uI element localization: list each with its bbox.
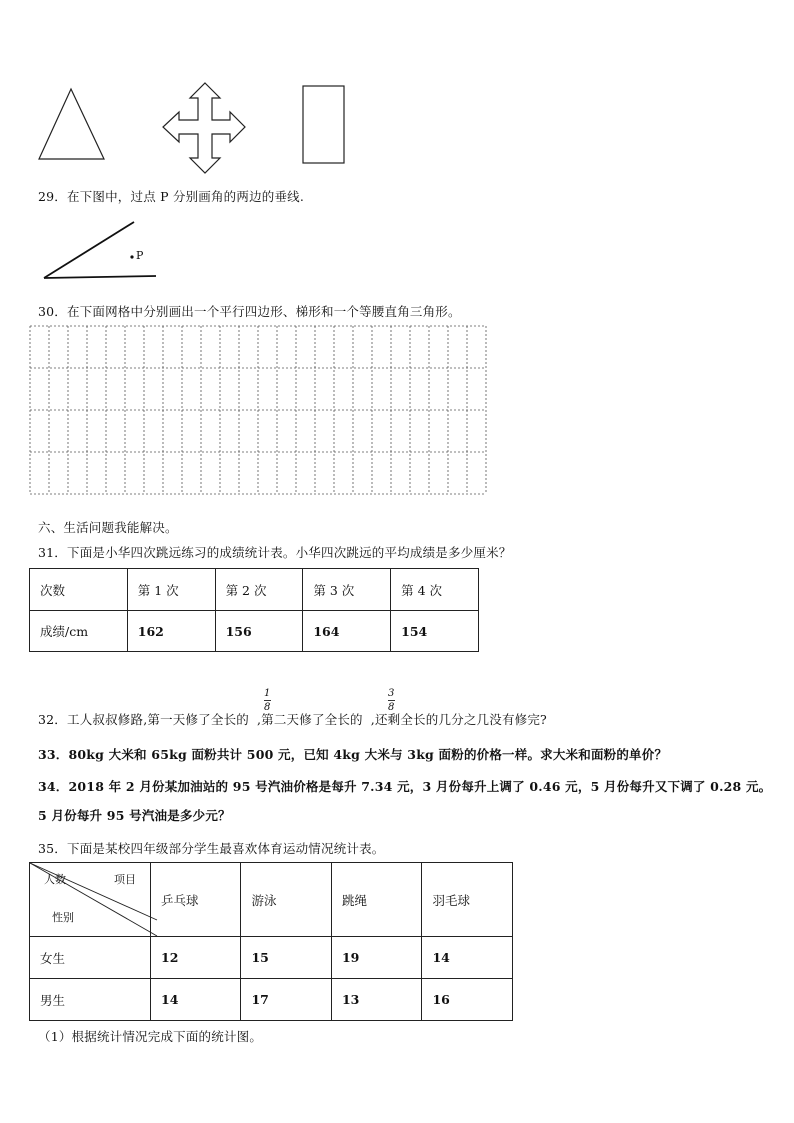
rectangle-shape — [302, 85, 346, 165]
table-row-label: 成绩/cm — [30, 611, 128, 652]
section-6-title: 六、生活问题我能解决。 — [38, 520, 178, 535]
fraction-one-eighth — [264, 688, 271, 713]
question-30: 30．在下面网格中分别画出一个平行四边形、梯形和一个等腰直角三角形。 — [38, 304, 461, 319]
point-p-label: P — [136, 249, 144, 262]
table-header-cell: 第 4 次 — [391, 569, 479, 611]
table-cell: 12 — [151, 937, 241, 979]
table-cell: 156 — [215, 611, 303, 652]
table-header-cell: 游泳 — [241, 863, 331, 937]
table-cell: 13 — [331, 979, 421, 1021]
table-cell: 16 — [422, 979, 513, 1021]
question-31: 31．下面是小华四次跳远练习的成绩统计表。小华四次跳远的平均成绩是多少厘米？ — [38, 545, 512, 560]
fraction-numerator: 1 — [264, 688, 271, 699]
question-35: 35．下面是某校四年级部分学生最喜欢体育运动情况统计表。 — [38, 841, 385, 856]
fraction-denominator: 8 — [388, 702, 395, 713]
angle-ray-lower — [44, 276, 156, 278]
table-cell: 14 — [422, 937, 513, 979]
table-header-cell: 第 2 次 — [215, 569, 303, 611]
corner-people-label: 人数 — [44, 873, 66, 886]
question-32 — [38, 710, 547, 728]
arrow-cross-shape — [160, 82, 248, 176]
q32-part2: ,第二天修了全长的 — [256, 712, 363, 727]
table-cell: 14 — [151, 979, 241, 1021]
question-33: 33．80kg 大米和 65kg 面粉共计 500 元，已知 4kg 大米与 3kg 面粉的价格一样。求大米和面粉的单价？ — [38, 747, 668, 762]
point-p — [130, 255, 133, 258]
question-35-sub-1: （1）根据统计情况完成下面的统计图。 — [38, 1029, 263, 1044]
question-34-line2: 5 月份每升 95 号汽油是多少元？ — [38, 808, 231, 823]
long-jump-table — [29, 568, 479, 652]
table-cell: 162 — [127, 611, 215, 652]
diagonal-header-cell — [30, 863, 151, 937]
table-header-cell: 乒乓球 — [151, 863, 241, 937]
table-cell: 17 — [241, 979, 331, 1021]
corner-gender-label: 性别 — [52, 911, 74, 924]
q32-part3: ,还剩全长的几分之几没有修完? — [370, 712, 547, 727]
table-row-label: 女生 — [30, 937, 151, 979]
triangle-shape — [38, 88, 108, 163]
fraction-numerator: 3 — [388, 688, 395, 699]
angle-diagram — [40, 218, 170, 288]
table-cell: 154 — [391, 611, 479, 652]
q32-part1: 32．工人叔叔修路,第一天修了全长的 — [38, 712, 249, 727]
table-cell: 15 — [241, 937, 331, 979]
table-row-label: 男生 — [30, 979, 151, 1021]
table-header-cell: 羽毛球 — [422, 863, 513, 937]
table-header-cell: 第 3 次 — [303, 569, 391, 611]
corner-item-label: 项目 — [114, 873, 136, 886]
dotted-grid[interactable] — [29, 325, 489, 497]
table-header-cell: 次数 — [30, 569, 128, 611]
angle-ray-upper — [44, 222, 134, 278]
table-header-cell: 跳绳 — [331, 863, 421, 937]
question-29: 29．在下图中，过点 P 分别画角的两边的垂线. — [38, 189, 305, 204]
table-cell: 19 — [331, 937, 421, 979]
fraction-denominator: 8 — [264, 702, 271, 713]
fraction-three-eighths — [388, 688, 395, 713]
sports-table — [29, 862, 513, 1021]
table-cell: 164 — [303, 611, 391, 652]
question-34-line1: 34．2018 年 2 月份某加油站的 95 号汽油价格是每升 7.34 元，3 月份每升上调了 0.46 元，5 月份每升又下调了 0.28 元。 — [38, 779, 772, 794]
table-header-cell: 第 1 次 — [127, 569, 215, 611]
